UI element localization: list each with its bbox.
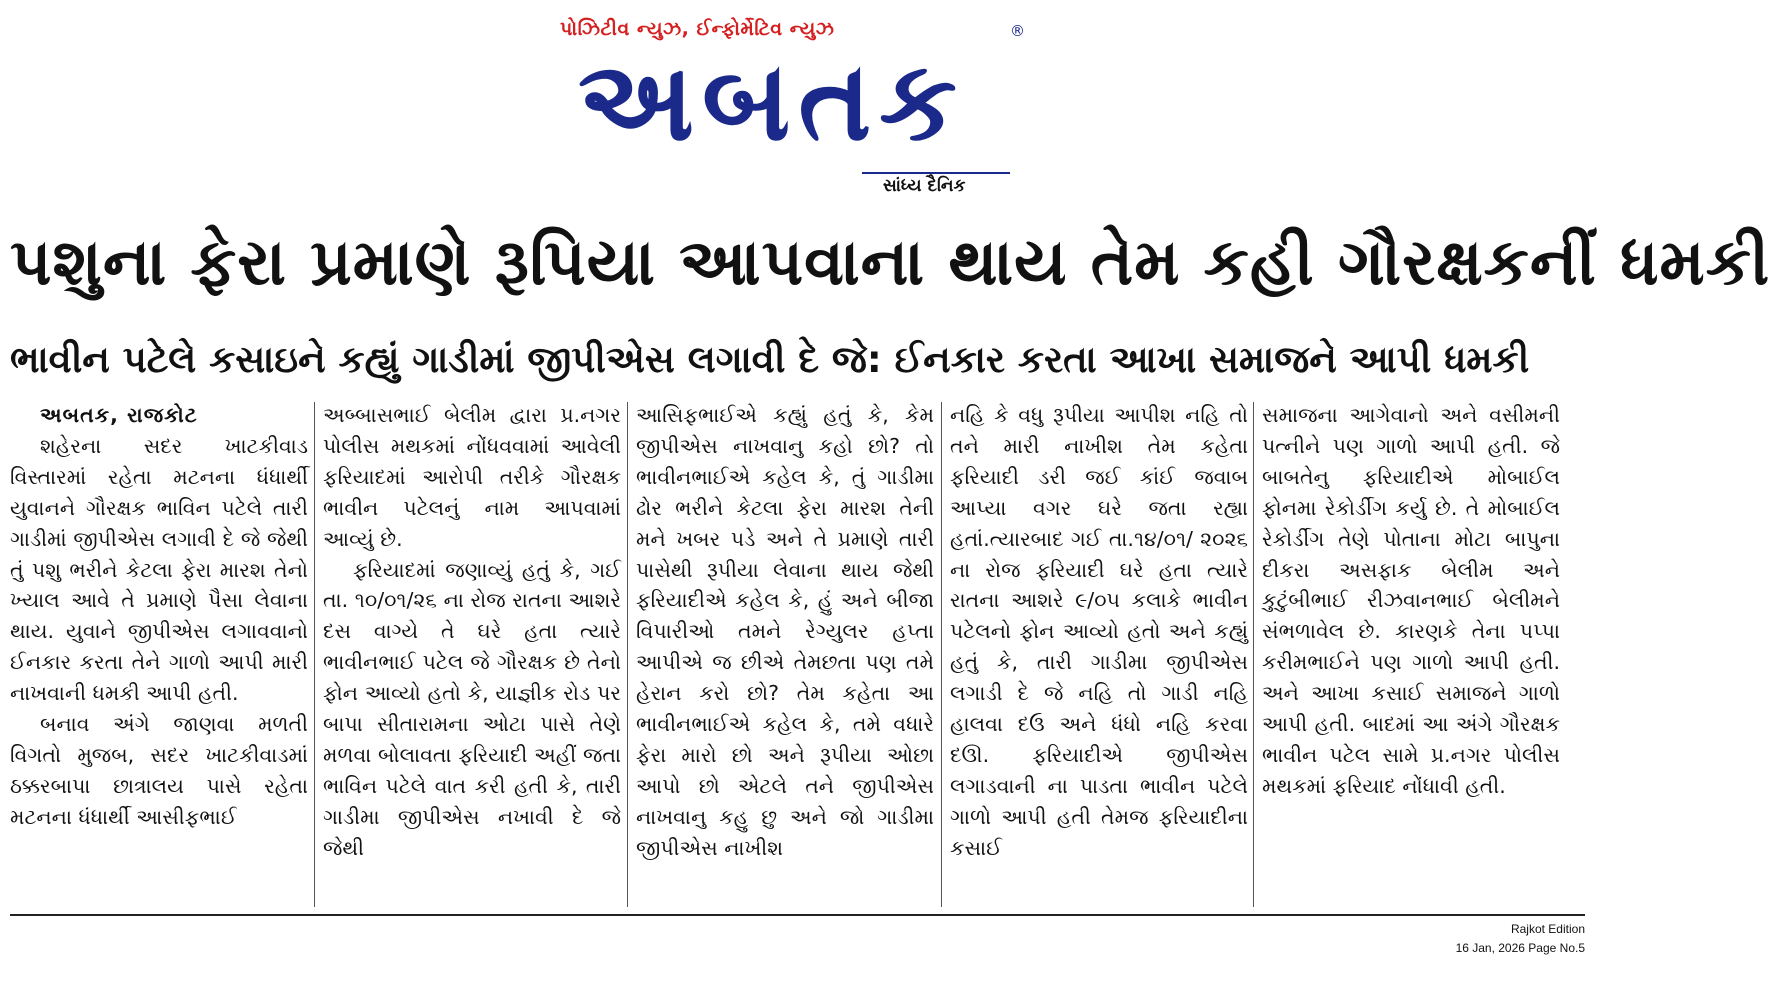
column-paragraph: આસિફભાઈએ કહ્યું હતું કે, કેમ જીપીએસ નાખવાનુ કહો છો? તો ભાવીનભાઈએ કહેલ કે, તું ગાડીમા ઢોર ભરીને કેટલા ફેરા મારશ તેની મને ખબર પડે અને તે પ્રમાણે તારી પાસેથી રૂપીયા લેવાના થાય જેથી ફરિયાદીએ કહેલ કે, હું અને બીજા વિપારીઓ તમને રેગ્યુલર હપ્તા આપીએ જ છીએ તેમછતા પણ તમે હેરાન કરો છો? તેમ કહેતા આ ભાવીનભાઈએ કહેલ કે, તમે વધારે ફેરા મારો છો અને રૂપીયા ઓછા આપો છો એટલે તને જીપીએસ નાખવાનુ કહુ છુ અને જો ગાડીમા જીપીએસ નાખીશ bbox=[636, 403, 934, 860]
column-paragraph: બનાવ અંગે જાણવા મળતી વિગતો મુજબ, સદર ખાટકીવાડમાં ઠક્કરબાપા છાત્રાલય પાસે રહેતા મટનના ધંધાર્થી આસીફભાઈ bbox=[10, 712, 308, 829]
column-paragraph: અબ્બાસભાઈ બેલીમ દ્વારા પ્ર.નગર પોલીસ મથકમાં નોંધવવામાં આવેલી ફરિયાદમાં આરોપી તરીકે ગૌરક્ષક ભાવીન પટેલનું નામ આપવામાં આવ્યું છે. bbox=[323, 403, 621, 551]
article-column-3 bbox=[636, 400, 934, 912]
registered-mark: ® bbox=[1010, 22, 1025, 40]
column-divider bbox=[314, 402, 315, 907]
footer-divider bbox=[10, 914, 1585, 916]
article-subheadline: ભાવીન પટેલે કસાઇને કહ્યું ગાડીમાં જીપીએસ લગાવી દે જે: ઈનકાર કરતા આખા સમાજને આપી ધમકી bbox=[10, 338, 1530, 381]
article-column-5 bbox=[1262, 400, 1560, 912]
newspaper-logo: અબતક bbox=[578, 37, 965, 165]
page-info: 16 Jan, 2026 Page No.5 bbox=[1455, 941, 1585, 955]
masthead-subbrand: સાંધ્ય દૈનિક bbox=[883, 176, 966, 196]
column-divider bbox=[1253, 402, 1254, 907]
article-column-1 bbox=[10, 400, 308, 912]
edition-label: Rajkot Edition bbox=[1510, 922, 1585, 936]
masthead bbox=[0, 0, 1593, 205]
column-divider bbox=[941, 402, 942, 907]
article-column-2 bbox=[323, 400, 621, 912]
article-dateline: અબતક, રાજકોટ bbox=[40, 403, 198, 427]
column-paragraph: શહેરના સદર ખાટકીવાડ વિસ્તારમાં રહેતા મટનના ધંધાર્થી યુવાનને ગૌરક્ષક ભાવિન પટેલે તારી ગાડીમાં જીપીએસ લગાવી દે જે જેથી તું પશુ ભરીને કેટલા ફેરા મારશ તેનો ખ્યાલ આવે તે પ્રમાણે પૈસા લેવાના થાય. યુવાને જીપીએસ લગાવવાનો ઈનકાર કરતા તેને ગાળો આપી મારી નાખવાની ધમકી આપી હતી. bbox=[10, 433, 308, 706]
article-column-4 bbox=[950, 400, 1248, 912]
column-paragraph: સમાજના આગેવાનો અને વસીમની પત્નીને પણ ગાળો આપી હતી. જે બાબતેનુ ફરિયાદીએ મોબાઈલ ફોનમા રેકોર્ડીગ કર્યુ છે. તે મોબાઈલ રેકોર્ડીગ તેણે પોતાના મોટા બાપુના દીકરા અસફાક બેલીમ અને કુટુંબીભાઈ રીઝવાનભાઈ બેલીમને સંભળાવેલ છે. કારણકે તેના પપ્પા કરીમભાઈને પણ ગાળો આપી હતી. અને આખા કસાઈ સમાજને ગાળો આપી હતી. બાદમાં આ અંગે ગૌરક્ષક ભાવીન પટેલ સામે પ્ર.નગર પોલીસ મથકમાં ફરિયાદ નોંધાવી હતી. bbox=[1262, 403, 1560, 798]
column-paragraph: ફરિયાદમાં જણાવ્યું હતું કે, ગઈ તા. ૧૦/૦૧/૨૬ ના રોજ રાતના આશરે દસ વાગ્યે તે ઘરે હતા ત્યારે ભાવીનભાઈ પટેલ જે ગૌરક્ષક છે તેનો ફોન આવ્યો હતો કે, યાજ્ઞીક રોડ પર બાપા સીતારામના ઓટા પાસે તેણે મળવા બોલાવતા ફરિયાદી અહીં જતા ભાવિન પટેલે વાત કરી હતી કે, તારી ગાડીમા જીપીએસ નખાવી દે જે જેથી bbox=[323, 557, 621, 860]
article-headline: પશુના ફેરા પ્રમાણે રૂપિયા આપવાના થાય તેમ કહી ગૌરક્ષકનીં ધમકી bbox=[10, 226, 1770, 300]
logo-underline bbox=[862, 172, 1010, 174]
column-paragraph: નહિ કે વધુ રૂપીયા આપીશ નહિ તો તને મારી નાખીશ તેમ કહેતા ફરિયાદી ડરી જઈ કાંઈ જવાબ આપ્યા વગર ઘરે જતા રહ્યા હતાં.ત્યારબાદ ગઈ તા.૧૪/૦૧/ ૨૦૨૬ ના રોજ ફરિયાદી ઘરે હતા ત્યારે રાતના આશરે ૯/૦૫ કલાકે ભાવીન પટેલનો ફોન આવ્યો હતો અને કહ્યું હતું કે, તારી ગાડીમા જીપીએસ લગાડી દે જે નહિ તો ગાડી નહિ હાલવા દઉ અને ધંધો નહિ કરવા દઊ. ફરિયાદીએ જીપીએસ લગાડવાની ના પાડતા ભાવીન પટેલે ગાળો આપી હતી તેમજ ફરિયાદીના કસાઈ bbox=[950, 403, 1248, 860]
column-divider bbox=[627, 402, 628, 907]
masthead-tagline: પોઝિટીવ ન્યુઝ, ઈન્ફોર્મેટિવ ન્યુઝ bbox=[560, 18, 835, 40]
